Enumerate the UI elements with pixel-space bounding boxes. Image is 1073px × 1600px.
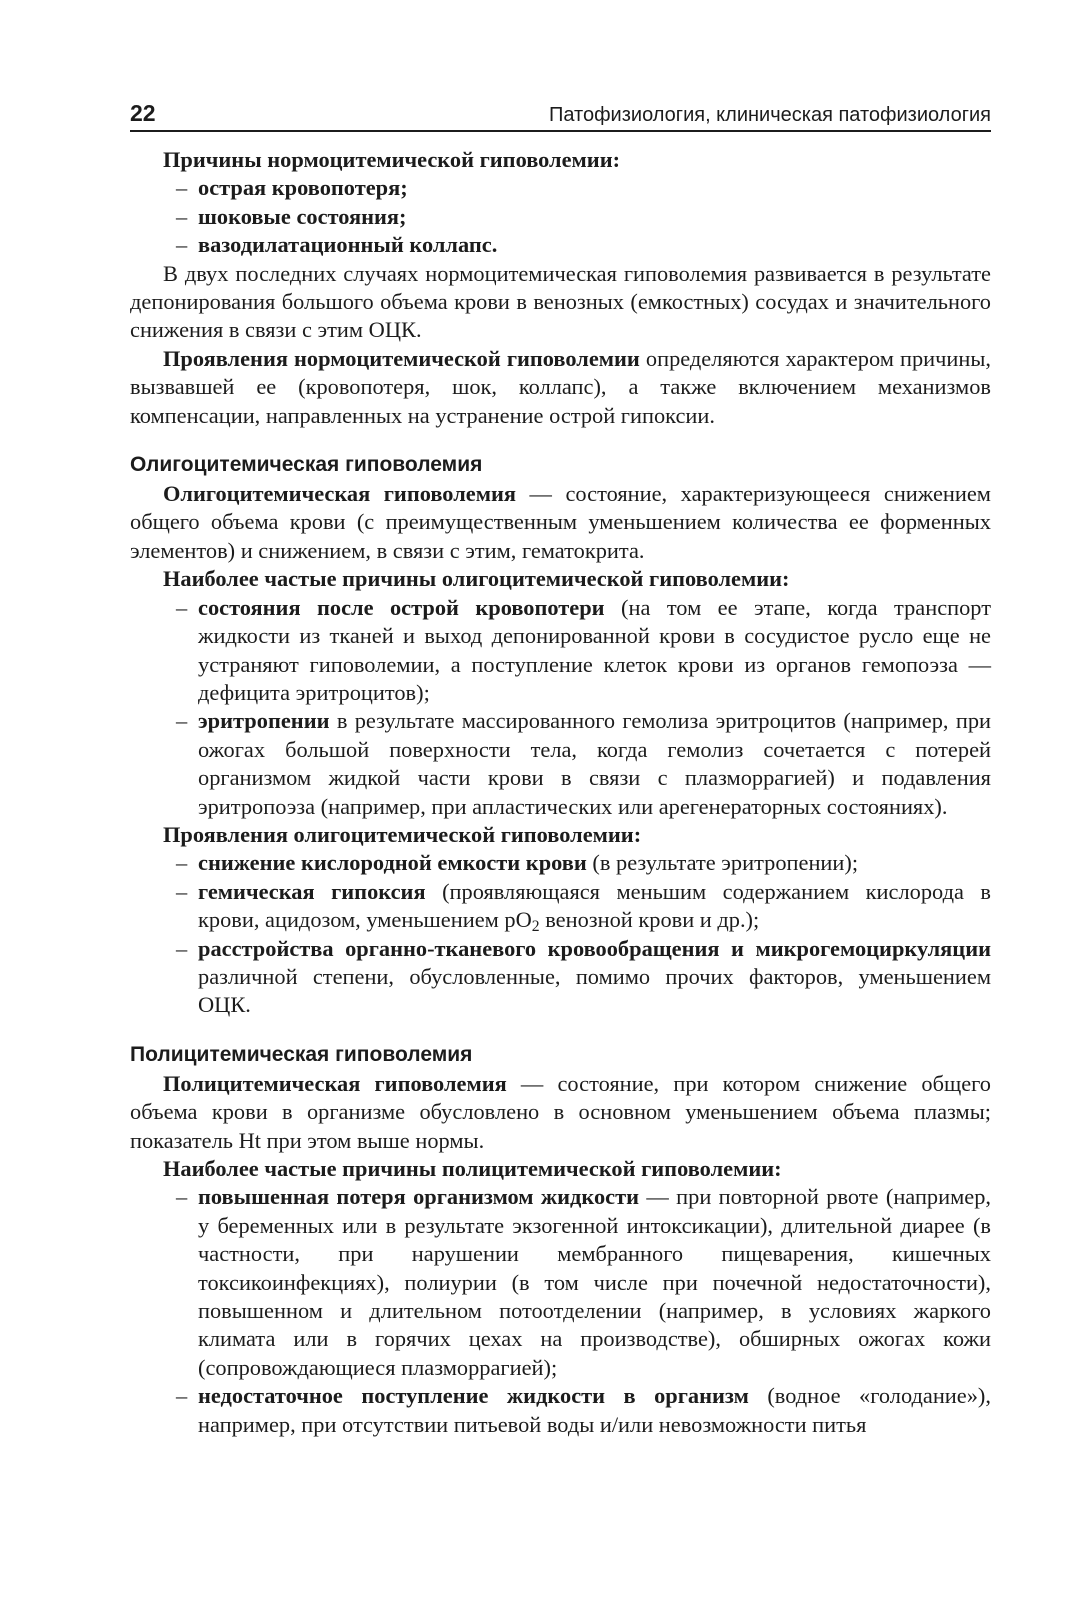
- oligo-causes-list: [130, 594, 991, 821]
- normo-causes-list: [130, 174, 991, 259]
- list-item: – шоковые состояния;: [198, 203, 991, 231]
- page-body: [130, 146, 991, 1439]
- normo-manifestations: Проявления нормоцитемической гиповолемии определяются характером причины, вызвавшей ее (кровопотеря, шок, коллапс), а также включением механизмов компенсации, направленных на устранение острой гипоксии.: [130, 345, 992, 428]
- oligo-definition: Олигоцитемическая гиповолемия — состояние, характеризующееся снижением общего объема крови (с преимущественным уменьшением количества ее форменных элементов) и снижением, в связи с этим, гематокрита.: [130, 481, 991, 563]
- list-item: – недостаточное поступление жидкости в организм (водное «голодание»), например, при отсутствии питьевой воды и/или невозможности питья: [198, 1382, 991, 1439]
- oligo-causes-title: Наиболее частые причины олигоцитемической гиповолемии:: [163, 566, 790, 592]
- section-heading-poly: Полицитемическая гиповолемия: [130, 1042, 473, 1066]
- list-item: – состояния после острой кровопотери (на том ее этапе, когда транспорт жидкости из тканей и выход депонированной крови в сосудистое русло еще не устраняют гиповолемии, а поступление клеток крови из органов гемопоэза — дефицита эритроцитов);: [198, 594, 991, 708]
- list-item: – вазодилатационный коллапс.: [198, 231, 991, 259]
- list-item: – расстройства органно-тканевого кровообращения и микрогемоциркуляции различной степени, обусловленные, помимо прочих факторов, уменьшением ОЦК.: [198, 935, 991, 1020]
- oligo-manif-list: [130, 849, 991, 1019]
- normo-causes-title: Причины нормоцитемической гиповолемии:: [163, 147, 621, 172]
- list-item: – повышенная потеря организмом жидкости — при повторной рвоте (например, у беременных или в результате экзогенной интоксикации), длительной диарее (в частности, при нарушении мембранного пищеварения, кишечных токсикоинфекциях), полиурии (в том числе при почечной недостаточности), повышенном и длительном потоотделении (например, в условиях жаркого климата или в горячих цехах на производстве), обширных ожогах кожи (сопровождающиеся плазморрагией);: [198, 1183, 991, 1382]
- poly-definition: Полицитемическая гиповолемия — состояние, при котором снижение общего объема крови в организме обусловлено в основном уменьшением объема плазмы; показатель Ht при этом выше нормы.: [130, 1070, 991, 1153]
- list-item: – гемическая гипоксия (проявляющаяся меньшим содержанием кислорода в крови, ацидозом, уменьшением $pO_2$ венозной крови и др.);: [198, 878, 991, 935]
- list-item: – снижение кислородной емкости крови (в результате эритропении);: [198, 849, 991, 877]
- page-number: 22: [130, 100, 156, 126]
- normo-paragraph: В двух последних случаях нормоцитемическая гиповолемия развивается в результате депонирования большого объема крови в венозных (емкостных) сосудах и значительного снижения в связи с этим ОЦК.: [130, 260, 991, 343]
- poly-causes-title: Наиболее частые причины полицитемической гиповолемии:: [163, 1156, 782, 1181]
- section-heading-oligo: Олигоцитемическая гиповолемия: [130, 453, 483, 477]
- running-header: [130, 100, 991, 132]
- poly-causes-list: [130, 1183, 991, 1439]
- oligo-manif-title: Проявления олигоцитемической гиповолемии:: [163, 821, 642, 847]
- list-item: – острая кровопотеря;: [198, 174, 991, 202]
- list-item: – эритропении в результате массированного гемолиза эритроцитов (например, при ожогах большой поверхности тела, когда гемолиз сочетается с потерей организмом жидкой части крови в связи с плазморрагией) и подавления эритропоэза (например, при апластических или арегенераторных состояниях).: [198, 707, 991, 821]
- running-title: Патофизиология, клиническая патофизиология: [548, 104, 991, 126]
